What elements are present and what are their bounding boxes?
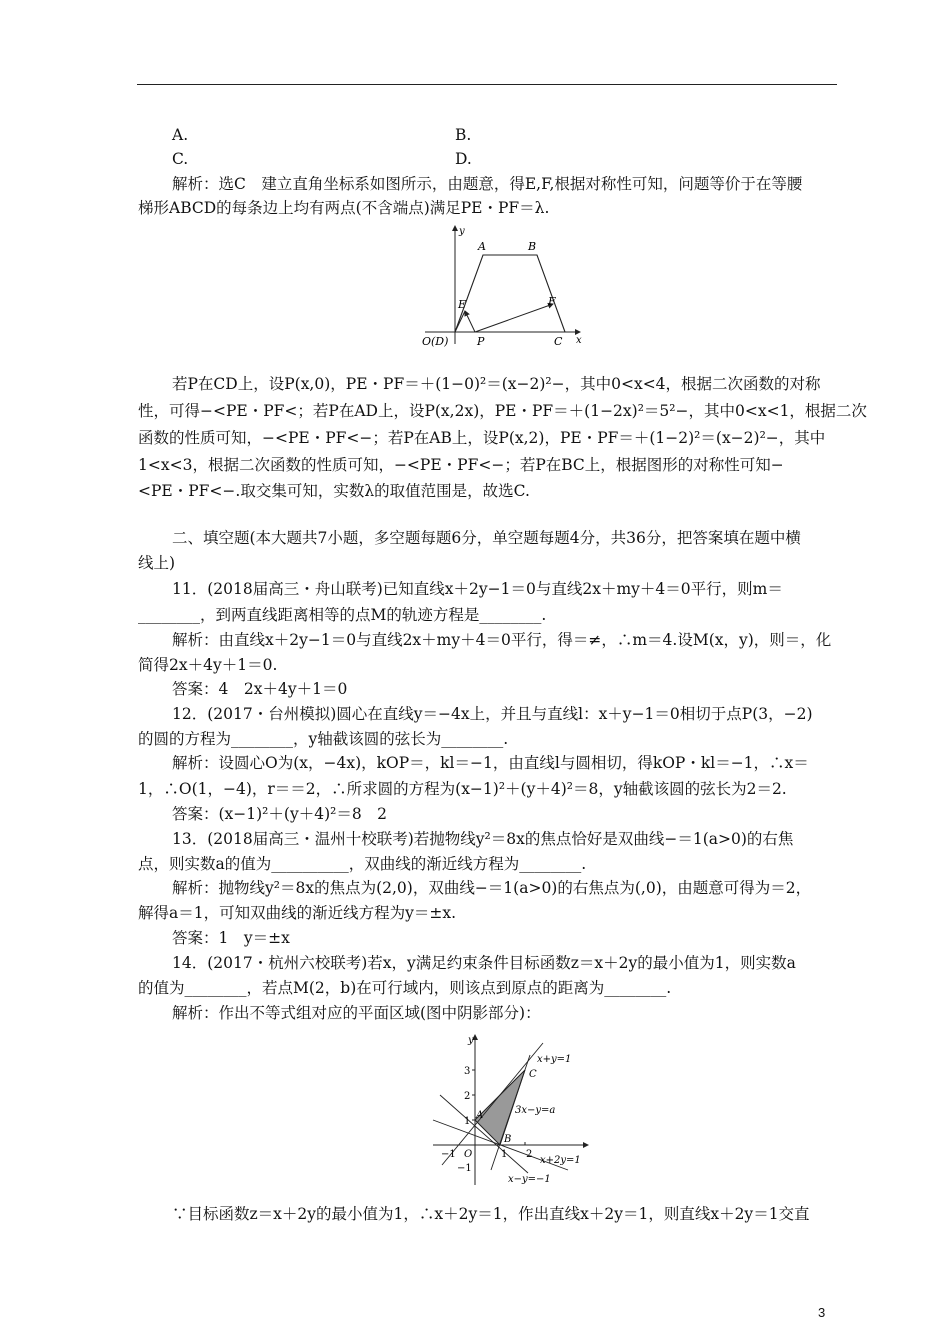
fig1-label-f: F (548, 295, 556, 308)
q14-stem-2: 的值为________，若点M(2，b)在可行域内，则该点到原点的距离为________. (138, 979, 672, 997)
fig2-label-a: A (476, 1110, 484, 1121)
q10-body-3: 函数的性质可知，−<PE・PF<−；若P在AB上，设P(x,2)，PE・PF＝＋(1−2)²＝(x−2)²−，其中 (138, 429, 826, 447)
q10-analysis-1: 解析：选C 建立直角坐标系如图所示，由题意，得E,F,根据对称性可知，问题等价于在等腰 (172, 175, 803, 193)
fig2-label-c: C (529, 1069, 537, 1080)
q12-answer: 答案：(x−1)²＋(y＋4)²＝8 2 (172, 805, 388, 823)
fig2-xtick-1: 1 (501, 1149, 508, 1160)
q13-stem-1: 13．(2018届高三・温州十校联考)若抛物线y²＝8x的焦点恰好是双曲线−＝1(a>0)的右焦 (172, 830, 794, 848)
option-a: A. (172, 126, 189, 144)
fig1-x-label: x (576, 335, 582, 346)
feasible-region-figure (428, 1030, 598, 1190)
q14-stem-1: 14．(2017・杭州六校联考)若x，y满足约束条件目标函数z＝x＋2y的最小值为1，则实数a (172, 954, 796, 972)
q14-body-1: ∵目标函数z＝x＋2y的最小值为1，∴x＋2y＝1，作出直线x＋2y＝1，则直线x＋2y＝1交直 (172, 1205, 810, 1223)
q13-stem-2: 点，则实数a的值为__________，双曲线的渐近线方程为________. (138, 855, 587, 873)
q12-analysis-1: 解析：设圆心O为(x，−4x)，kOP＝，kl＝−1，由直线l与圆相切，得kOP・kl＝−1，∴x＝ (172, 754, 809, 772)
fig2-label-b: B (504, 1134, 512, 1145)
fig2-line-x-minus-y: x−y=−1 (508, 1174, 551, 1185)
q11-analysis-1: 解析：由直线x＋2y−1＝0与直线2x＋my＋4＝0平行，得＝≠，∴m＝4.设M(x，y)，则＝，化 (172, 631, 832, 649)
q10-analysis-2: 梯形ABCD的每条边上均有两点(不含端点)满足PE・PF＝λ. (138, 199, 550, 217)
q12-analysis-2: 1，∴O(1，−4)，r＝＝2，∴所求圆的方程为(x−1)²＋(y＋4)²＝8，y轴截该圆的弦长为2＝2. (138, 780, 787, 798)
q12-stem-2: 的圆的方程为________，y轴截该圆的弦长为________. (138, 730, 509, 748)
q12-stem-1: 12．(2017・台州模拟)圆心在直线y＝−4x上，并且与直线l：x＋y−1＝0相切于点P(3，−2) (172, 705, 813, 723)
fig2-origin: O (464, 1149, 473, 1160)
q11-answer: 答案：4 2x＋4y＋1＝0 (172, 680, 348, 698)
q10-body-2: 性，可得−<PE・PF<；若P在AD上，设P(x,2x)，PE・PF＝＋(1−2x)²＝5²−，其中0<x<1，根据二次 (138, 402, 867, 420)
fig2-y-label: y (468, 1035, 474, 1046)
header-rule (137, 84, 837, 85)
fig2-line-x-plus-2y: x+2y=1 (540, 1155, 581, 1166)
fig2-line-x-plus-y: x+y=1 (537, 1054, 572, 1065)
q11-analysis-2: 简得2x＋4y＋1＝0. (138, 656, 278, 674)
q11-stem-1: 11．(2018届高三・舟山联考)已知直线x＋2y−1＝0与直线2x＋my＋4＝0平行，则m＝ (172, 580, 783, 598)
section2-line-1: 二、填空题(本大题共7小题，多空题每题6分，单空题每题4分，共36分，把答案填在题中横 (172, 529, 801, 547)
fig1-label-p: P (477, 335, 485, 348)
fig1-label-e: E (458, 298, 467, 311)
fig2-tick-m1: −1 (457, 1163, 472, 1174)
fig2-tick-2: 2 (464, 1091, 471, 1102)
fig2-tick-1: 1 (464, 1116, 471, 1127)
option-d: D. (455, 150, 472, 168)
trapezoid-figure (420, 222, 590, 350)
q10-body-1: 若P在CD上，设P(x,0)，PE・PF＝＋(1−0)²＝(x−2)²−，其中0<x<4，根据二次函数的对称 (172, 375, 821, 393)
q13-analysis-1: 解析：抛物线y²＝8x的焦点为(2,0)，双曲线−＝1(a>0)的右焦点为(,0)，由题意可得为＝2， (172, 879, 812, 897)
q11-stem-2: ________，到两直线距离相等的点M的轨迹方程是________. (138, 606, 547, 624)
fig2-xtick-m1: −1 (441, 1149, 456, 1160)
fig2-xtick-2: 2 (526, 1149, 533, 1160)
fig2-tick-3: 3 (464, 1066, 471, 1077)
fig1-label-od: O(D) (422, 335, 449, 348)
fig2-line-3x-minus-y: 3x−y=a (515, 1105, 556, 1116)
fig1-label-a: A (478, 240, 486, 253)
page-number: 3 (818, 1305, 826, 1320)
section2-line-2: 线上) (138, 554, 176, 572)
fig1-label-b: B (528, 240, 537, 253)
q10-body-5: <PE・PF<−.取交集可知，实数λ的取值范围是，故选C. (138, 482, 530, 500)
q13-answer: 答案：1 y＝±x (172, 929, 290, 947)
fig1-y-label: y (459, 226, 465, 237)
q14-analysis-1: 解析：作出不等式组对应的平面区域(图中阴影部分)： (172, 1004, 541, 1022)
fig1-label-c: C (554, 335, 563, 348)
q13-analysis-2: 解得a＝1，可知双曲线的渐近线方程为y＝±x. (138, 904, 457, 922)
q10-body-4: 1<x<3，根据二次函数的性质可知，−<PE・PF<−；若P在BC上，根据图形的对称性可知− (138, 456, 784, 474)
option-c: C. (172, 150, 189, 168)
option-b: B. (455, 126, 472, 144)
